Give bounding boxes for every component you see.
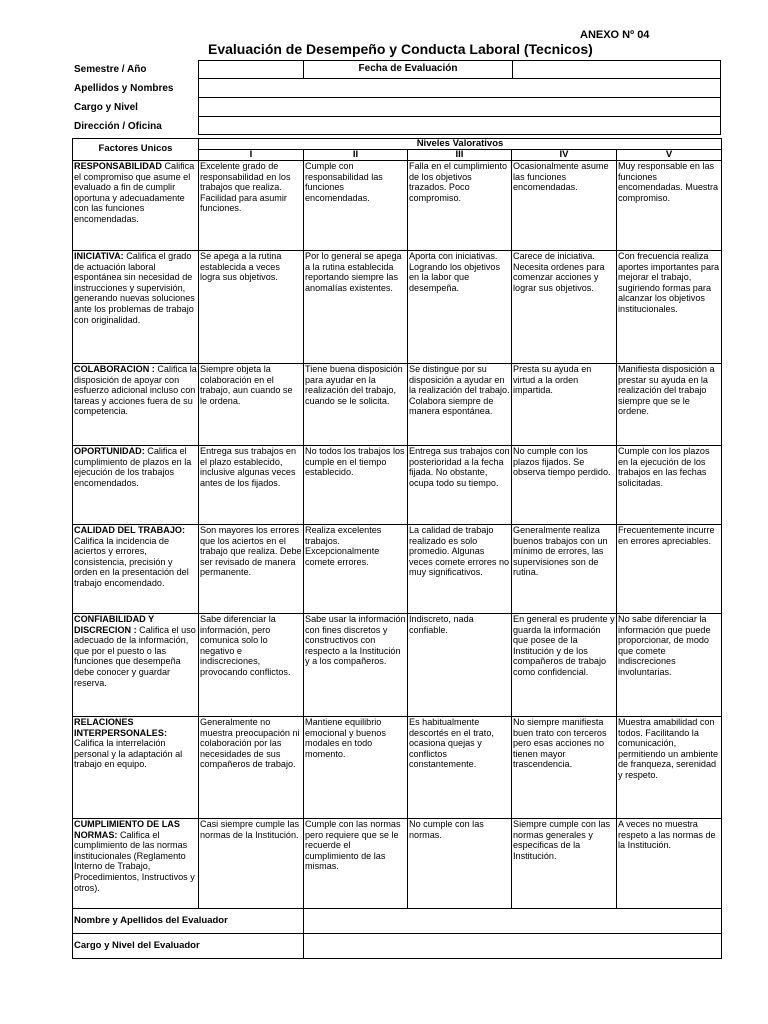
factor-cell (73, 614, 199, 717)
factor-row (73, 717, 722, 819)
level-header: V (617, 150, 722, 161)
level-cell[interactable]: Son mayores los errores que los aciertos en el trabajo que realiza. Debe ser revisado de manera permanente. (199, 525, 304, 614)
factor-cell (73, 161, 199, 251)
level-cell[interactable]: A veces no muestra respeto a las normas de la Institución. (617, 819, 722, 909)
page-title: Evaluación de Desempeño y Conducta Laboral (Tecnicos) (208, 41, 593, 57)
factor-desc: Califica el compromiso que asume el evaluado a fin de cumplir oportuna y adecuadamente con las funciones encomendadas. (74, 161, 195, 224)
level-cell[interactable]: No todos los trabajos los cumple en el tiempo establecido. (304, 446, 408, 525)
level-cell[interactable]: No siempre manifiesta buen trato con terceros pero esas acciones no tienen mayor trascendencia. (512, 717, 617, 819)
factor-cell (73, 717, 199, 819)
factor-cell (73, 819, 199, 909)
evaluador-nombre-row (73, 909, 722, 934)
direccion-label: Dirección / Oficina (74, 121, 162, 132)
level-cell[interactable]: Frecuentemente incurre en errores apreciables. (617, 525, 722, 614)
level-cell[interactable]: Sabe usar la información con fines discretos y constructivos con respecto a la Institución y a los compañeros. (304, 614, 408, 717)
level-cell[interactable]: Realiza excelentes trabajos. Excepcionalmente comete errores. (304, 525, 408, 614)
factor-name: OPORTUNIDAD: (74, 446, 145, 456)
level-header: I (199, 150, 304, 161)
level-cell[interactable]: Cumple con las normas pero requiere que se le recuerde el cumplimiento de las mismas. (304, 819, 408, 909)
factor-desc: Califica el cumplimiento de plazos en la ejecución de los trabajos encomendados. (74, 446, 192, 488)
level-cell[interactable]: Aporta con iniciativas. Logrando los objetivos en la labor que desempeña. (408, 251, 512, 364)
level-cell[interactable]: Siempre cumple con las normas generales y especificas de la Institución. (512, 819, 617, 909)
factor-row (73, 819, 722, 909)
level-cell[interactable]: Casi siempre cumple las normas de la Institución. (199, 819, 304, 909)
factor-name: COLABORACION : (74, 364, 155, 374)
factor-row (73, 161, 722, 251)
factor-name: RELACIONES INTERPERSONALES: (74, 717, 167, 738)
level-cell[interactable]: Es habitualmente descortés en el trato, ocasiona quejas y conflictos constantemente. (408, 717, 512, 819)
factor-cell (73, 525, 199, 614)
level-cell[interactable]: Sabe diferenciar la información, pero comunica solo lo negativo e indiscreciones, provocando conflictos. (199, 614, 304, 717)
factor-desc: Califica el uso adecuado de la información, que por el puesto o las funciones que desempeña debe conocer y guardar reserva. (74, 624, 196, 688)
level-cell[interactable]: En general es prudente y guarda la información que posee de la Institución y de los compañeros de trabajo como confidencial. (512, 614, 617, 717)
factor-desc: Califica el cumplimiento de las normas institucionales (Reglamento Interno de Trabajo, Procedimientos, Instructivos y otros). (74, 829, 195, 893)
factor-name: INICIATIVA: (74, 251, 124, 261)
factor-row (73, 614, 722, 717)
factor-name: RESPONSABILIDAD (74, 161, 162, 171)
apellidos-label: Apellidos y Nombres (74, 83, 174, 94)
level-cell[interactable]: Muy responsable en las funciones encomendadas. Muestra compromiso. (617, 161, 722, 251)
factor-row (73, 446, 722, 525)
level-cell[interactable]: Cumple con los plazos en la ejecución de los trabajos en las fechas solicitadas. (617, 446, 722, 525)
level-cell[interactable]: Manifiesta disposición a prestar su ayuda en la realización del trabajo siempre que se le ordene. (617, 364, 722, 446)
level-cell[interactable]: No cumple con los plazos fijados. Se observa tiempo perdido. (512, 446, 617, 525)
niveles-header: Niveles Valorativos (199, 139, 722, 150)
level-cell[interactable]: Entrega sus trabajos en el plazo establecido, inclusive algunas veces antes de los fijados. (199, 446, 304, 525)
factor-desc: Califica la interrelación personal y la adaptación al trabajo en equipo. (74, 738, 183, 770)
factor-cell (73, 364, 199, 446)
factor-name: CUMPLIMIENTO DE LAS NORMAS: (74, 819, 180, 840)
level-cell[interactable]: Generalmente no muestra preocupación ni colaboración por las necesidades de sus compañeros de trabajo. (199, 717, 304, 819)
level-cell[interactable]: Se apega a la rutina establecida a veces logra sus objetivos. (199, 251, 304, 364)
level-cell[interactable]: Falla en el cumplimiento de los objetivos trazados. Poco compromiso. (408, 161, 512, 251)
level-header: III (408, 150, 512, 161)
level-cell[interactable]: Con frecuencia realiza aportes importantes para mejorar el trabajo, sugiriendo formas para alcanzar los objetivos institucionales. (617, 251, 722, 364)
level-cell[interactable]: Siempre objeta la colaboración en el trabajo, aun cuando se le ordena. (199, 364, 304, 446)
level-cell[interactable]: Excelente grado de responsabilidad en los trabajos que realiza. Facilidad para asumir funciones. (199, 161, 304, 251)
factor-name: CALIDAD DEL TRABAJO: (74, 525, 185, 535)
level-cell[interactable]: Indiscreto, nada confiable. (408, 614, 512, 717)
factor-cell (73, 251, 199, 364)
level-cell[interactable]: No cumple con las normas. (408, 819, 512, 909)
factor-row (73, 525, 722, 614)
evaluation-table (72, 138, 722, 959)
level-cell[interactable]: Carece de iniciativa. Necesita ordenes para comenzar acciones y lograr sus objetivos. (512, 251, 617, 364)
factor-desc: Califica el grado de actuación laboral espontánea sin necesidad de instrucciones y supervisión, generando nuevas soluciones ante los problemas de trabajo con originalidad. (74, 251, 195, 325)
level-cell[interactable]: Entrega sus trabajos con posterioridad a la fecha fijada. No obstante, ocupa todo su tiempo. (408, 446, 512, 525)
fecha-label: Fecha de Evaluación (358, 63, 458, 74)
level-cell[interactable]: No sabe diferenciar la información que puede proporcionar, de modo que comete indiscreciones involuntarias. (617, 614, 722, 717)
semestre-field[interactable] (198, 60, 304, 79)
factor-desc: Califica la disposición de apoyar con esfuerzo adicional incluso con tareas y acciones fuera de su competencia. (74, 364, 197, 417)
apellidos-field[interactable] (198, 78, 721, 98)
fecha-field[interactable] (512, 60, 721, 79)
factor-name: CONFIABILIDAD Y DISCRECION : (74, 614, 154, 635)
factor-row (73, 251, 722, 364)
factor-row (73, 364, 722, 446)
level-cell[interactable]: Tiene buena disposición para ayudar en la realización del trabajo, cuando se le solicita. (304, 364, 408, 446)
level-cell[interactable]: Presta su ayuda en virtud a la orden impartida. (512, 364, 617, 446)
annex-number: ANEXO Nº 04 (580, 29, 650, 41)
evaluador-cargo-label: Cargo y Nivel del Evaluador (73, 934, 304, 959)
evaluador-nombre-field[interactable] (304, 909, 722, 934)
level-cell[interactable]: Ocasionalmente asume las funciones encomendadas. (512, 161, 617, 251)
cargo-field[interactable] (198, 97, 721, 117)
semestre-label: Semestre / Año (74, 64, 147, 75)
level-cell[interactable]: Generalmente realiza buenos trabajos con un mínimo de errores, las supervisiones son de rutina. (512, 525, 617, 614)
factor-cell (73, 446, 199, 525)
level-cell[interactable]: Muestra amabilidad con todos. Facilitando la comunicación, permitiendo un ambiente de franqueza, serenidad y respeto. (617, 717, 722, 819)
cargo-label: Cargo y Nivel (74, 102, 138, 113)
level-header: IV (512, 150, 617, 161)
level-cell[interactable]: Cumple con responsabilidad las funciones encomendadas. (304, 161, 408, 251)
level-cell[interactable]: Mantiene equilibrio emocional y buenos modales en todo momento. (304, 717, 408, 819)
evaluador-nombre-label: Nombre y Apellidos del Evaluador (73, 909, 304, 934)
evaluador-cargo-field[interactable] (304, 934, 722, 959)
level-cell[interactable]: Se distingue por su disposición a ayudar en la realización del trabajo. Colabora siempre de manera espontánea. (408, 364, 512, 446)
factor-desc: Califica la incidencia de aciertos y errores, consistencia, precisión y orden en la presentación del trabajo encomendado. (74, 535, 189, 588)
level-header: II (304, 150, 408, 161)
level-cell[interactable]: Por lo general se apega a la rutina establecida reportando siempre las anomalías existentes. (304, 251, 408, 364)
evaluador-cargo-row (73, 934, 722, 959)
level-cell[interactable]: La calidad de trabajo realizado es solo promedio. Algunas veces comete errores no muy significativos. (408, 525, 512, 614)
factores-header: Factores Unicos (73, 139, 199, 161)
direccion-field[interactable] (198, 116, 721, 135)
